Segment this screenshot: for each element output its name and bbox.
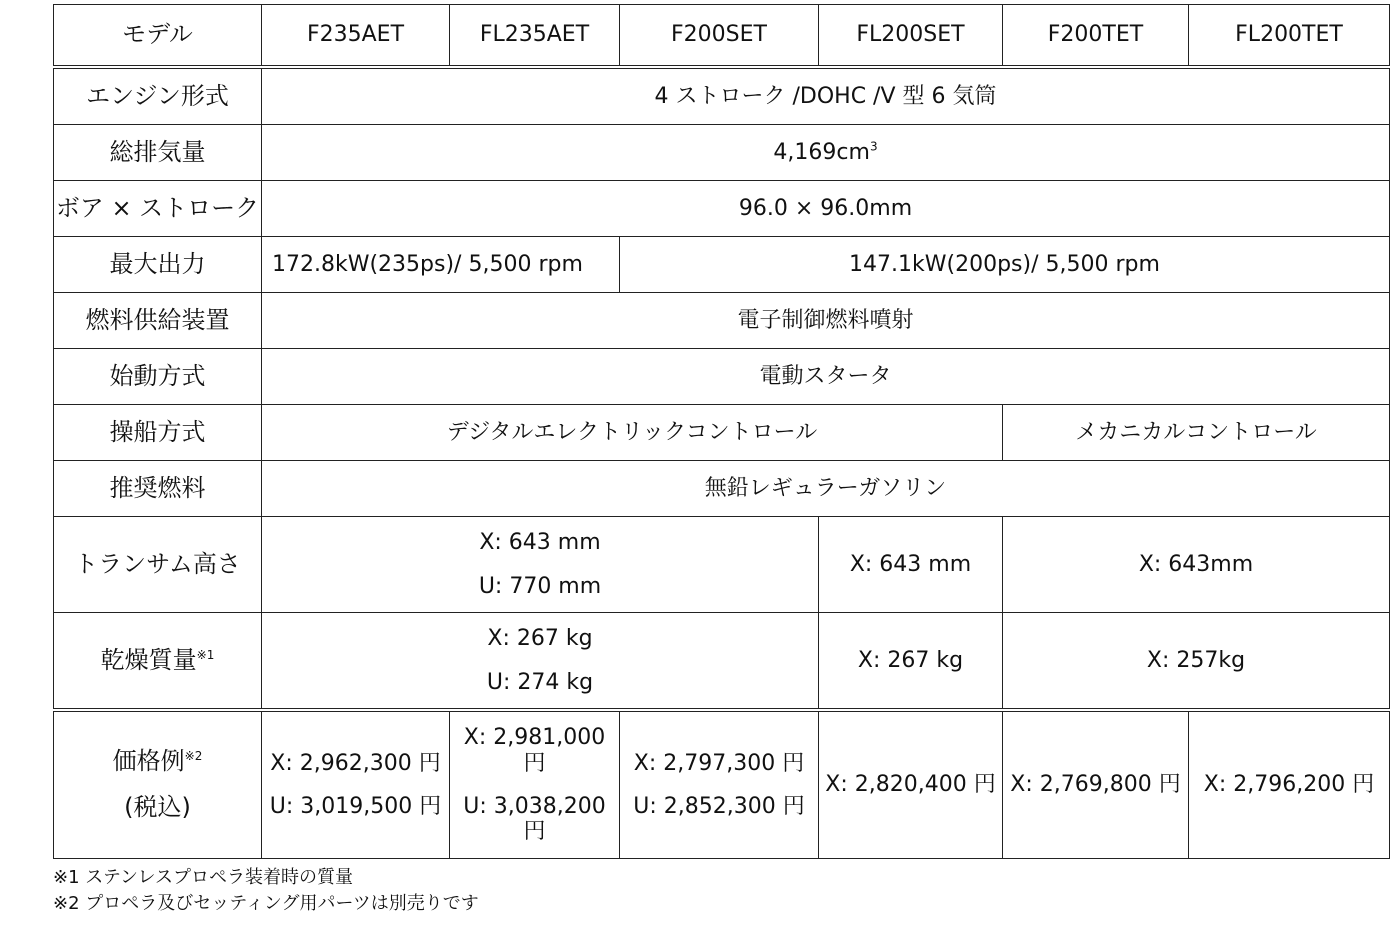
fuel-label: 推奨燃料 (54, 461, 262, 517)
transom-group1 (262, 517, 819, 613)
price-label-cell (54, 710, 262, 859)
price-label-sub: (税込) (124, 793, 191, 821)
price-label-line (54, 748, 261, 776)
row-transom (54, 517, 1390, 613)
price-fl200set: X: 2,820,400 円 (819, 710, 1003, 859)
fuel-value: 無鉛レギュラーガソリン (262, 461, 1390, 517)
model-label: モデル (54, 5, 262, 68)
max-output-label: 最大出力 (54, 237, 262, 293)
row-steering (54, 405, 1390, 461)
transom-group2: X: 643 mm (819, 517, 1003, 613)
dry-weight-label: 乾燥質量 (100, 645, 197, 674)
displacement-label: 総排気量 (54, 125, 262, 181)
price-label-sup: ※2 (184, 749, 203, 764)
dry-weight-group1-x: X: 267 kg (487, 626, 593, 652)
model-fl200set: FL200SET (819, 5, 1003, 68)
transom-group3: X: 643mm (1003, 517, 1390, 613)
fuel-supply-label: 燃料供給装置 (54, 293, 262, 349)
model-fl235aet: FL235AET (450, 5, 620, 68)
price-f200set-x: X: 2,797,300 円 (633, 750, 805, 776)
price-f235aet-x: X: 2,962,300 円 (270, 750, 441, 776)
dry-weight-group3: X: 257kg (1003, 613, 1390, 711)
price-f200set-u: U: 2,852,300 円 (633, 794, 805, 819)
price-fl235aet-u: U: 3,038,200 円 (463, 794, 606, 845)
transom-group1-x: X: 643 mm (479, 530, 601, 556)
price-f235aet (262, 710, 450, 859)
max-output-200: 147.1kW(200ps)/ 5,500 rpm (620, 237, 1390, 293)
transom-label: トランサム高さ (54, 517, 262, 613)
row-bore-stroke (54, 181, 1390, 237)
price-f235aet-u: U: 3,019,500 円 (269, 794, 442, 819)
price-fl235aet (450, 710, 620, 859)
row-fuel (54, 461, 1390, 517)
starting-label: 始動方式 (54, 349, 262, 405)
model-fl200tet: FL200TET (1189, 5, 1390, 68)
steering-digital: デジタルエレクトリックコントロール (262, 405, 1003, 461)
steering-mechanical: メカニカルコントロール (1003, 405, 1390, 461)
dry-weight-label-sup: ※1 (196, 647, 215, 662)
steering-label: 操船方式 (54, 405, 262, 461)
footnote-1: ※1 ステンレスプロペラ装着時の質量 (53, 867, 354, 888)
dry-weight-group1-u: U: 274 kg (486, 669, 594, 695)
model-f200tet: F200TET (1003, 5, 1189, 68)
price-fl235aet-x: X: 2,981,000 円 (463, 725, 606, 776)
starting-value: 電動スタータ (262, 349, 1390, 405)
bore-stroke-label: ボア × ストローク (54, 181, 262, 237)
row-starting (54, 349, 1390, 405)
displacement-cell (262, 125, 1390, 181)
price-f200set (620, 710, 819, 859)
displacement-unit-sup: 3 (869, 139, 878, 154)
footnote-2: ※2 プロペラ及びセッティング用パーツは別売りです (53, 893, 479, 914)
dry-weight-group2: X: 267 kg (819, 613, 1003, 711)
model-f200set: F200SET (620, 5, 819, 68)
price-f200tet: X: 2,769,800 円 (1003, 710, 1189, 859)
row-engine-type (54, 67, 1390, 125)
dry-weight-group1 (262, 613, 819, 711)
price-fl200tet: X: 2,796,200 円 (1189, 710, 1390, 859)
displacement-value: 4,169cm (773, 139, 870, 165)
bore-stroke-value: 96.0 × 96.0mm (262, 181, 1390, 237)
engine-type-value: 4 ストローク /DOHC /V 型 6 気筒 (262, 67, 1390, 125)
footnotes (53, 865, 479, 917)
engine-type-label: エンジン形式 (54, 67, 262, 125)
transom-group1-u: U: 770 mm (478, 573, 602, 599)
row-price (54, 710, 1390, 859)
model-f235aet: F235AET (262, 5, 450, 68)
price-label: 価格例 (112, 747, 185, 776)
fuel-supply-value: 電子制御燃料噴射 (262, 293, 1390, 349)
row-displacement (54, 125, 1390, 181)
row-max-output (54, 237, 1390, 293)
spec-table (53, 4, 1390, 859)
header-row (54, 5, 1390, 68)
max-output-235: 172.8kW(235ps)/ 5,500 rpm (262, 237, 620, 293)
row-dry-weight (54, 613, 1390, 711)
row-fuel-supply (54, 293, 1390, 349)
dry-weight-label-cell (54, 613, 262, 711)
